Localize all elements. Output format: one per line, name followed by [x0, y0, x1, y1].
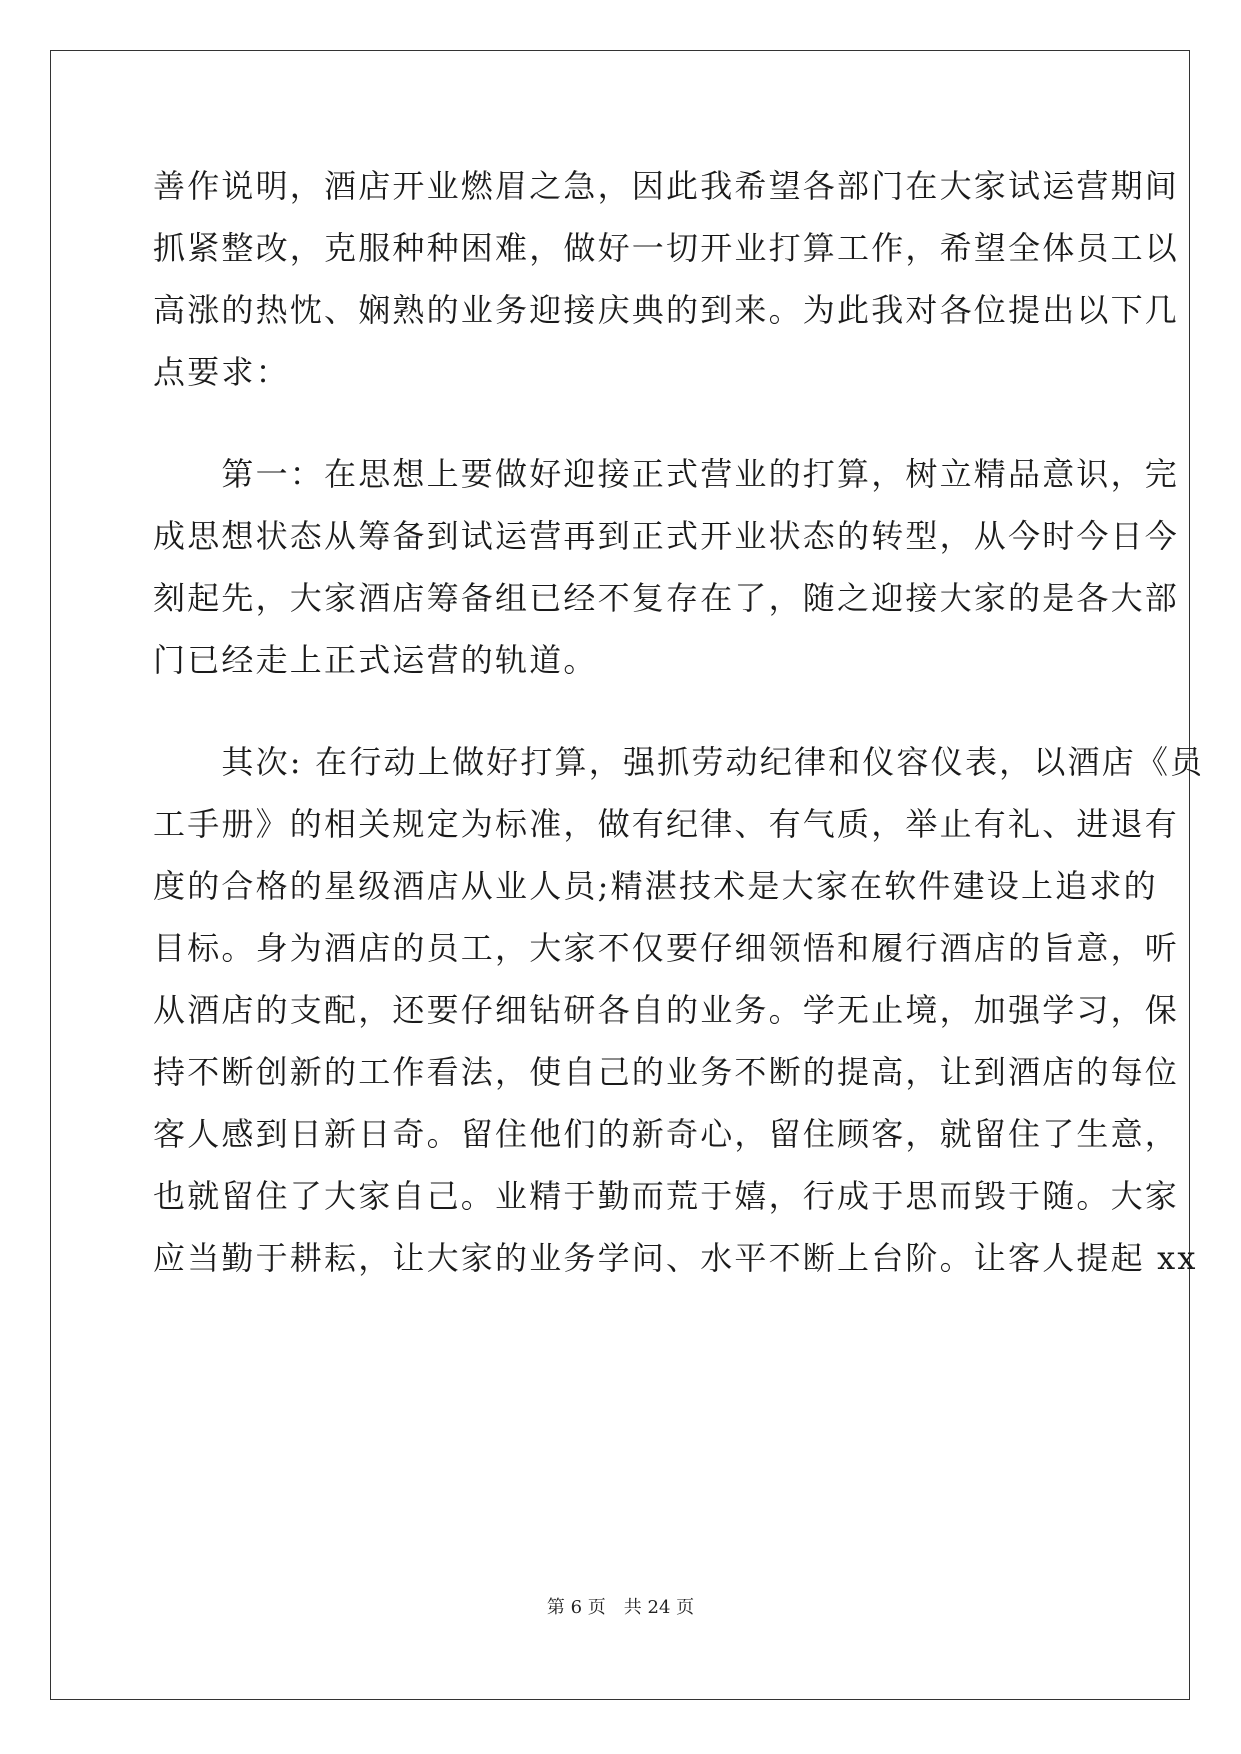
- page-footer: [0, 1596, 1241, 1620]
- text-line: 抓紧整改，克服种种困难，做好一切开业打算工作，希望全体员工以: [153, 229, 1180, 267]
- text-line: 第一：在思想上要做好迎接正式营业的打算，树立精品意识，完: [153, 455, 1180, 493]
- text-line: 应当勤于耕耘，让大家的业务学问、水平不断上台阶。让客人提起 xx: [153, 1239, 1198, 1277]
- text-line: 其次: 在行动上做好打算，强抓劳动纪律和仪容仪表，以酒店《员: [153, 743, 1205, 781]
- text-line: 善作说明，酒店开业燃眉之急，因此我希望各部门在大家试运营期间: [153, 167, 1180, 205]
- page-number-current: 第 6 页: [546, 1597, 606, 1618]
- text-line: 度的合格的星级酒店从业人员;精湛技术是大家在软件建设上追求的: [153, 867, 1158, 905]
- text-line: 成思想状态从筹备到试运营再到正式开业状态的转型，从今时今日今: [153, 517, 1180, 555]
- text-line: 门已经走上正式运营的轨道。: [153, 641, 598, 679]
- text-line: 目标。身为酒店的员工，大家不仅要仔细领悟和履行酒店的旨意，听: [153, 929, 1180, 967]
- text-line: 持不断创新的工作看法，使自己的业务不断的提高，让到酒店的每位: [153, 1053, 1180, 1091]
- text-line: 也就留住了大家自己。业精于勤而荒于嬉，行成于思而毁于随。大家: [153, 1177, 1180, 1215]
- page-number-total: 共 24 页: [623, 1597, 695, 1618]
- text-line: 从酒店的支配，还要仔细钻研各自的业务。学无止境，加强学习，保: [153, 991, 1180, 1029]
- text-line: 高涨的热忱、娴熟的业务迎接庆典的到来。为此我对各位提出以下几: [153, 291, 1180, 329]
- text-line: 点要求：: [153, 353, 290, 391]
- text-line: 工手册》的相关规定为标准，做有纪律、有气质，举止有礼、进退有: [153, 805, 1180, 843]
- text-line: 刻起先，大家酒店筹备组已经不复存在了，随之迎接大家的是各大部: [153, 579, 1180, 617]
- text-line: 客人感到日新日奇。留住他们的新奇心，留住顾客，就留住了生意，: [153, 1115, 1180, 1153]
